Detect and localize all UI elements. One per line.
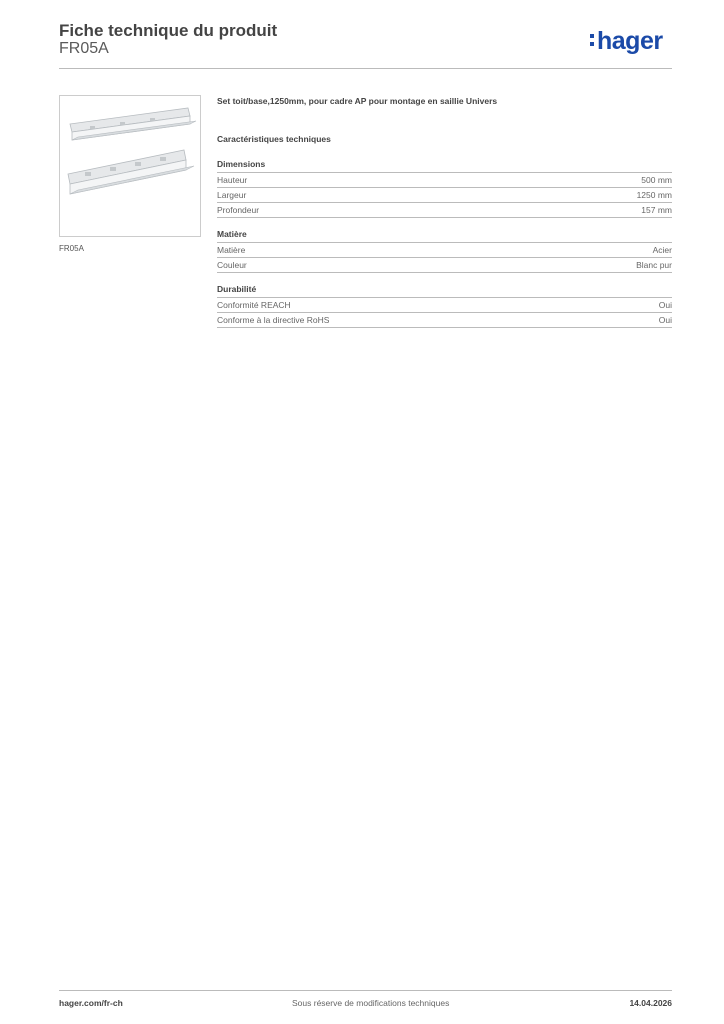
product-code: FR05A	[59, 40, 109, 57]
spec-label: Matière	[217, 245, 246, 255]
group-title: Matière	[217, 229, 247, 239]
spec-row	[217, 297, 672, 312]
page-title: Fiche technique du produit	[59, 21, 278, 40]
logo-dots-icon	[590, 31, 596, 49]
mounting-rail-illustration	[60, 96, 200, 236]
specs-panel	[217, 95, 672, 338]
product-image	[59, 95, 201, 237]
spec-row	[217, 257, 672, 273]
spec-group-durability	[217, 283, 672, 328]
spec-label: Conforme à la directive RoHS	[217, 315, 330, 325]
footer-divider	[59, 990, 672, 991]
spec-label: Largeur	[217, 190, 247, 200]
spec-group-dimensions	[217, 158, 672, 218]
footer-date: 14.04.2026	[629, 998, 672, 1008]
spec-label: Couleur	[217, 260, 247, 270]
spec-value: 1250 mm	[636, 190, 672, 200]
spec-row	[217, 187, 672, 202]
spec-group-material	[217, 228, 672, 273]
group-title: Dimensions	[217, 159, 266, 169]
footer-notice: Sous réserve de modifications techniques	[292, 998, 450, 1008]
spec-row	[217, 202, 672, 218]
spec-row	[217, 242, 672, 257]
spec-value: Acier	[652, 245, 672, 255]
spec-label: Profondeur	[217, 205, 260, 215]
footer-website[interactable]: hager.com/fr-ch	[59, 998, 123, 1008]
hager-logo	[590, 27, 663, 56]
spec-value: 500 mm	[641, 175, 672, 185]
spec-value: Oui	[658, 315, 672, 325]
spec-value: Blanc pur	[636, 260, 672, 270]
spec-label: Hauteur	[217, 175, 248, 185]
product-description: Set toit/base,1250mm, pour cadre AP pour montage en saillie Univers	[217, 96, 498, 106]
spec-label: Conformité REACH	[217, 300, 291, 310]
spec-value: 157 mm	[641, 205, 672, 215]
specs-heading: Caractéristiques techniques	[217, 134, 331, 144]
logo-text: hager	[597, 27, 663, 55]
spec-value: Oui	[658, 300, 672, 310]
header-divider	[59, 68, 672, 69]
image-caption: FR05A	[59, 244, 84, 253]
spec-row	[217, 172, 672, 187]
group-title: Durabilité	[217, 284, 257, 294]
spec-row	[217, 312, 672, 328]
